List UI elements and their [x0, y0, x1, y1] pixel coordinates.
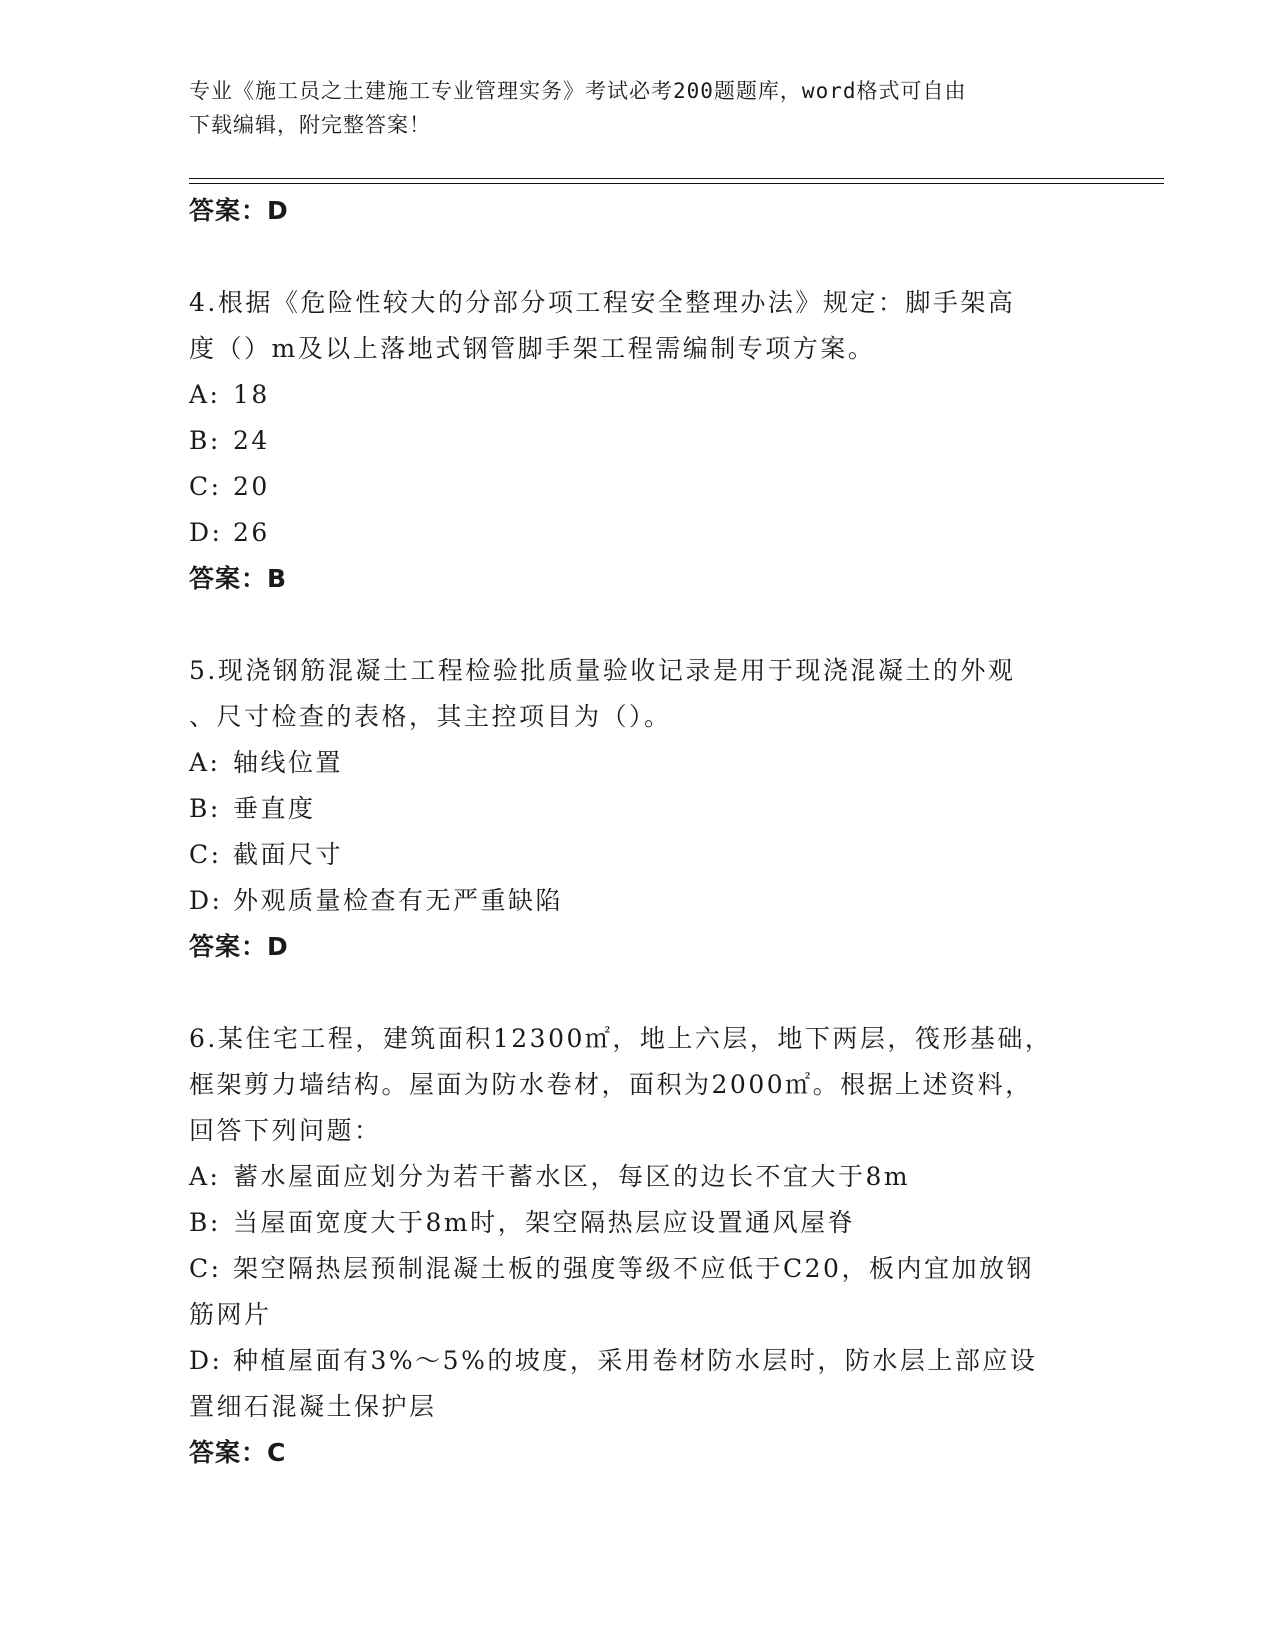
answer-prefix: 答案：: [189, 932, 268, 961]
page-header: [189, 74, 1089, 142]
option-text: 轴线位置: [233, 748, 344, 777]
option-label: D:: [189, 886, 223, 915]
question-text: 、尺寸检查的表格，其主控项目为（）。: [189, 702, 672, 731]
answer-line: [189, 556, 1089, 602]
answer-line: [189, 1430, 1089, 1476]
answer-value: D: [267, 932, 289, 961]
answer-prefix: 答案：: [189, 196, 268, 225]
option-label: D:: [189, 1346, 223, 1375]
option-a: [189, 740, 1089, 786]
option-b: [189, 1200, 1089, 1246]
option-c: [189, 1246, 1089, 1292]
option-b: [189, 418, 1089, 464]
question-text: 度（）m及以上落地式钢管脚手架工程需编制专项方案。: [189, 334, 876, 363]
option-d: [189, 878, 1089, 924]
option-a: [189, 372, 1089, 418]
option-text: 蓄水屋面应划分为若干蓄水区，每区的边长不宜大于8m: [233, 1162, 911, 1191]
option-text: 24: [233, 426, 270, 455]
header-rule: [189, 178, 1164, 179]
question-text: 6.某住宅工程，建筑面积12300㎡，地上六层，地下两层，筏形基础，: [189, 1024, 1053, 1053]
option-text: 26: [233, 518, 270, 547]
option-label: B:: [189, 1208, 221, 1237]
question-6: [189, 1016, 1089, 1476]
option-a: [189, 1154, 1089, 1200]
option-text: 20: [233, 472, 270, 501]
question-4: [189, 280, 1089, 602]
question-text: 5.现浇钢筋混凝土工程检验批质量验收记录是用于现浇混凝土的外观: [189, 656, 1016, 685]
header-rule-thin: [189, 183, 1164, 184]
option-label: C:: [189, 472, 222, 501]
answer-prefix: 答案：: [189, 1438, 268, 1467]
option-text: 截面尺寸: [233, 840, 344, 869]
option-d: [189, 1338, 1089, 1384]
option-c: [189, 464, 1089, 510]
option-text: 当屋面宽度大于8m时，架空隔热层应设置通风屋脊: [233, 1208, 856, 1237]
option-b: [189, 786, 1089, 832]
option-label: C:: [189, 840, 222, 869]
answer-value: B: [267, 564, 288, 593]
answer-line: [189, 188, 1089, 234]
option-label: B:: [189, 426, 221, 455]
answer-prefix: 答案：: [189, 564, 268, 593]
header-line-2: 下载编辑，附完整答案！: [189, 113, 431, 137]
option-text: 18: [233, 380, 270, 409]
option-d-continuation: 置细石混凝土保护层: [189, 1392, 437, 1421]
question-text: 4.根据《危险性较大的分部分项工程安全整理办法》规定：脚手架高: [189, 288, 1016, 317]
header-line-1: 专业《施工员之土建施工专业管理实务》考试必考200题题库，word格式可自由: [189, 79, 967, 103]
question-text: 回答下列问题：: [189, 1116, 382, 1145]
option-text: 垂直度: [233, 794, 316, 823]
option-label: B:: [189, 794, 221, 823]
answer-value: D: [267, 196, 289, 225]
answer-value: C: [267, 1438, 287, 1467]
option-label: D:: [189, 518, 223, 547]
option-d: [189, 510, 1089, 556]
answer-line: [189, 924, 1089, 970]
question-5: [189, 648, 1089, 970]
document-body: [189, 188, 1089, 1476]
option-text: 种植屋面有3%～5%的坡度，采用卷材防水层时，防水层上部应设: [233, 1346, 1038, 1375]
option-c-continuation: 筋网片: [189, 1300, 272, 1329]
option-c: [189, 832, 1089, 878]
option-label: A:: [189, 1162, 221, 1191]
option-text: 架空隔热层预制混凝土板的强度等级不应低于C20，板内宜加放钢: [233, 1254, 1034, 1283]
option-text: 外观质量检查有无严重缺陷: [233, 886, 564, 915]
option-label: A:: [189, 380, 221, 409]
option-label: C:: [189, 1254, 222, 1283]
option-label: A:: [189, 748, 221, 777]
question-text: 框架剪力墙结构。屋面为防水卷材，面积为2000㎡。根据上述资料，: [189, 1070, 1033, 1099]
